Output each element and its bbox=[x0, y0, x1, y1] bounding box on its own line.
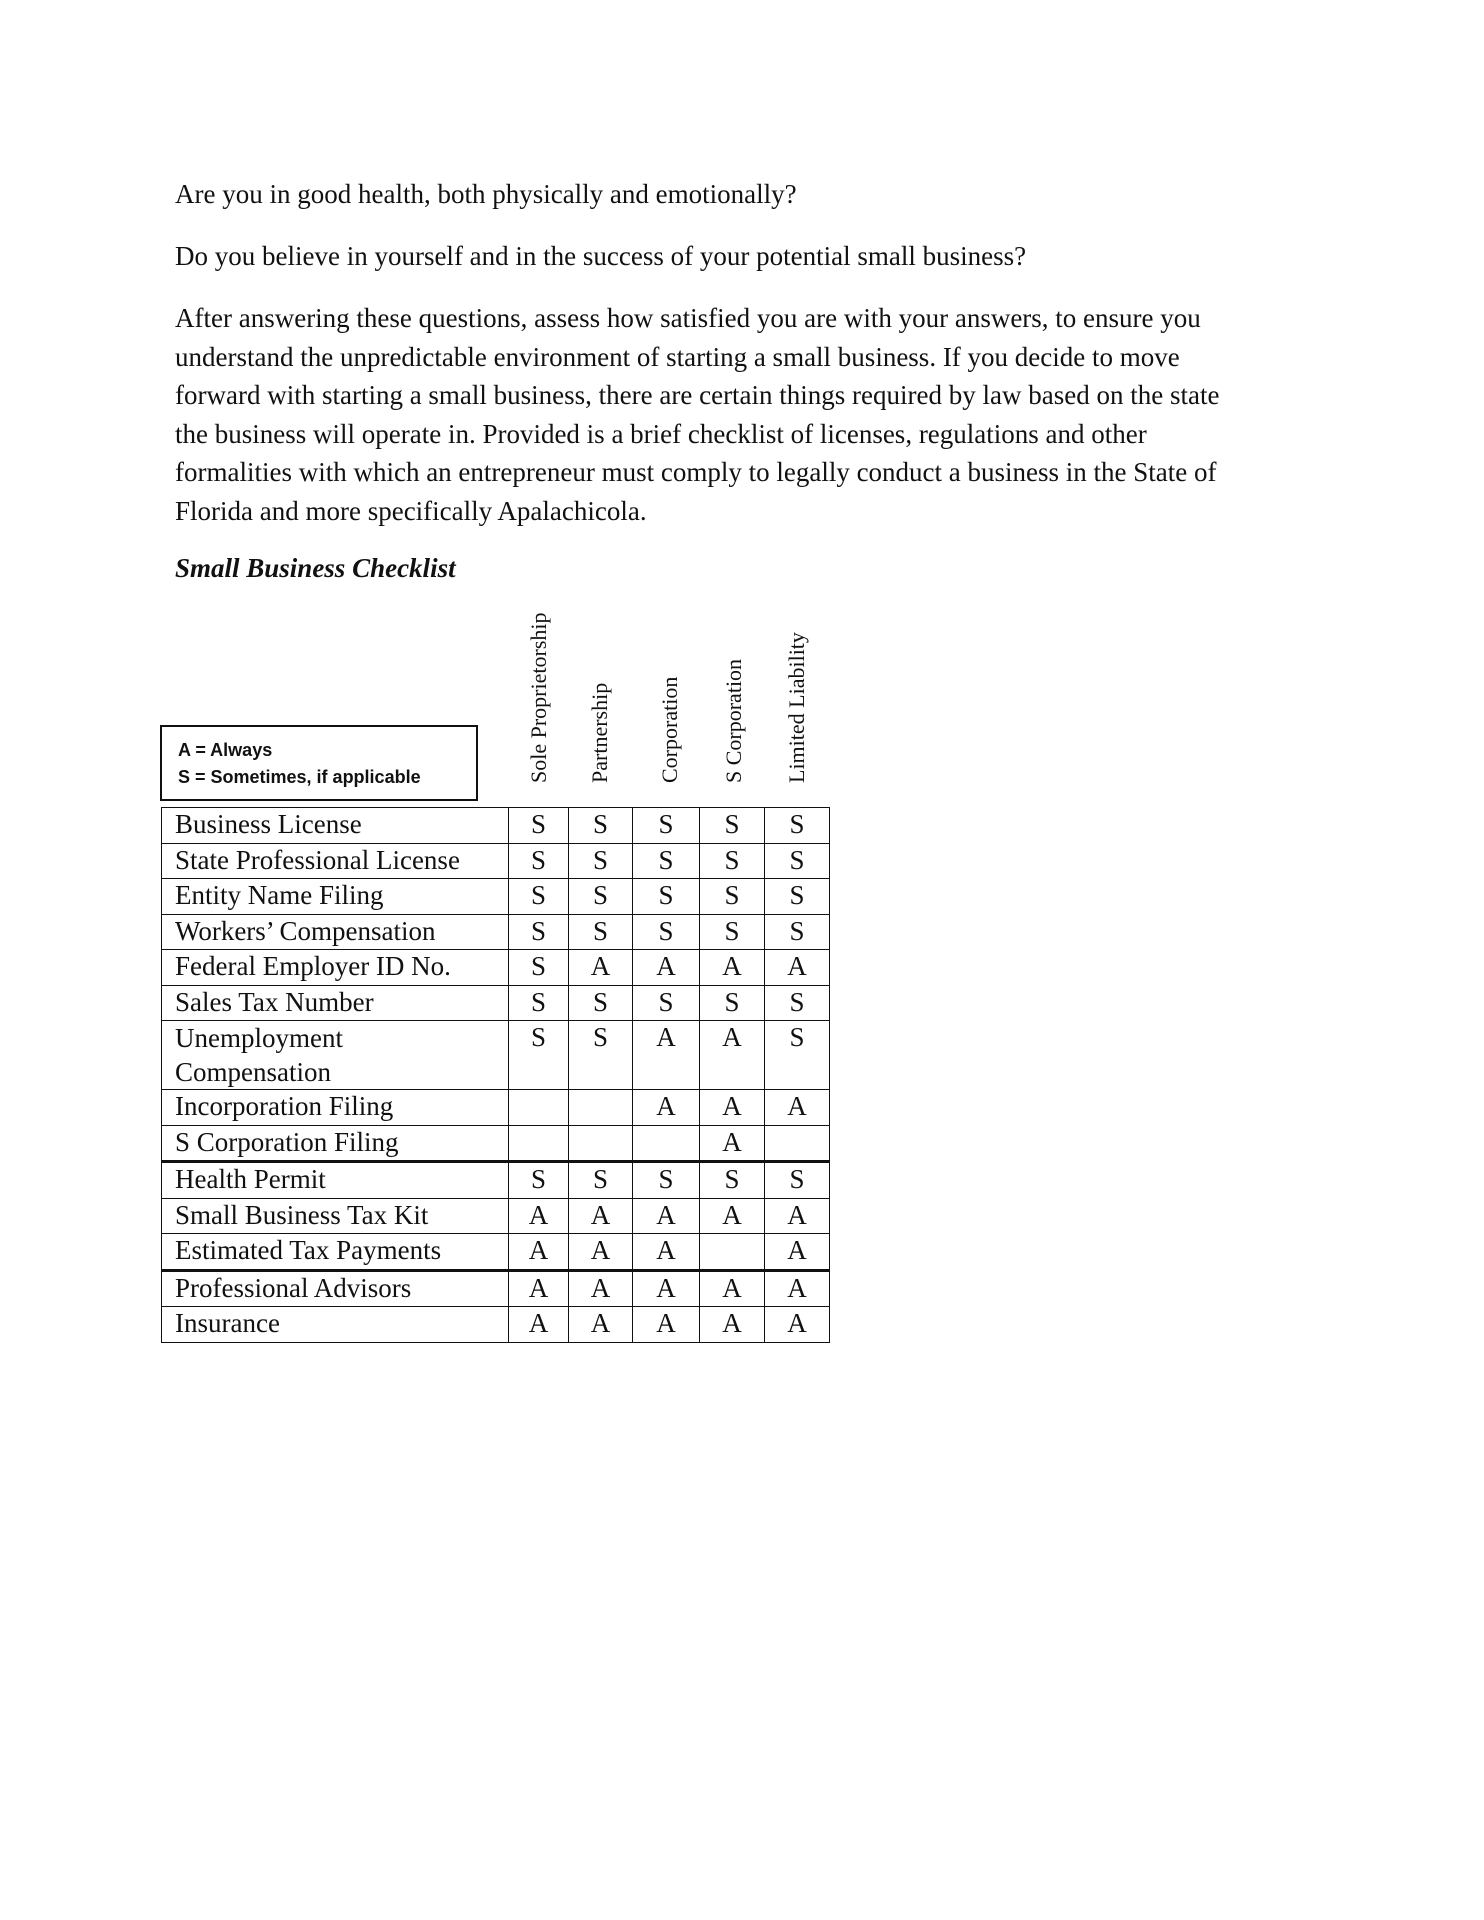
row-label: Entity Name Filing bbox=[162, 879, 509, 915]
legend-sometimes: S = Sometimes, if applicable bbox=[178, 767, 421, 787]
requirement-cell: A bbox=[700, 1125, 765, 1162]
row-label: S Corporation Filing bbox=[162, 1125, 509, 1162]
requirement-cell: S bbox=[569, 914, 633, 950]
requirement-cell: S bbox=[509, 985, 569, 1021]
requirement-cell: S bbox=[765, 879, 830, 915]
requirement-cell bbox=[700, 1234, 765, 1271]
requirement-cell: A bbox=[569, 1307, 633, 1343]
requirement-cell bbox=[765, 1125, 830, 1162]
requirement-cell: S bbox=[569, 843, 633, 879]
paragraph-line: Florida and more specifically Apalachicola. bbox=[175, 495, 647, 526]
requirement-cell: A bbox=[765, 950, 830, 986]
requirement-cell: S bbox=[509, 808, 569, 844]
requirement-cell: S bbox=[765, 808, 830, 844]
requirement-cell: S bbox=[765, 1162, 830, 1199]
column-header-partnership bbox=[588, 600, 612, 783]
requirement-cell: A bbox=[633, 1198, 700, 1234]
paragraph-line: formalities with which an entrepreneur must comply to legally conduct a business in the State of bbox=[175, 457, 1217, 487]
requirement-cell: A bbox=[765, 1198, 830, 1234]
table-row bbox=[162, 1307, 830, 1343]
row-label: Estimated Tax Payments bbox=[162, 1234, 509, 1271]
requirement-cell: A bbox=[509, 1198, 569, 1234]
table-row bbox=[162, 808, 830, 844]
requirement-cell: S bbox=[700, 1162, 765, 1199]
requirement-cell: S bbox=[633, 914, 700, 950]
requirement-cell: A bbox=[509, 1270, 569, 1307]
table-row bbox=[162, 985, 830, 1021]
requirement-cell: A bbox=[765, 1090, 830, 1126]
paragraph-line: the business will operate in. Provided is a brief checklist of licenses, regulations and other bbox=[175, 418, 1147, 449]
requirement-cell: A bbox=[633, 1307, 700, 1343]
requirement-cell bbox=[509, 1090, 569, 1126]
requirement-cell: S bbox=[765, 914, 830, 950]
requirement-cell: S bbox=[700, 985, 765, 1021]
requirement-cell: S bbox=[569, 808, 633, 844]
table-row bbox=[162, 1162, 830, 1199]
requirement-cell: A bbox=[509, 1307, 569, 1343]
requirement-cell: S bbox=[633, 808, 700, 844]
requirement-cell: S bbox=[569, 1021, 633, 1090]
requirement-cell: A bbox=[765, 1270, 830, 1307]
paragraph-line: After answering these questions, assess how satisfied you are with your answers, to ensure you bbox=[175, 303, 1201, 333]
column-header-sole-proprietorship bbox=[527, 600, 551, 783]
requirement-cell: S bbox=[509, 879, 569, 915]
column-header-label: Sole Proprietorship bbox=[526, 612, 551, 783]
row-label: State Professional License bbox=[162, 843, 509, 879]
requirement-cell: S bbox=[509, 914, 569, 950]
requirement-cell: S bbox=[765, 843, 830, 879]
requirement-cell: S bbox=[765, 985, 830, 1021]
requirement-cell: A bbox=[633, 1021, 700, 1090]
legend-always: A = Always bbox=[178, 740, 273, 760]
requirement-cell: S bbox=[509, 950, 569, 986]
table-row bbox=[162, 1270, 830, 1307]
column-header-s-corporation bbox=[722, 600, 746, 783]
table-row bbox=[162, 843, 830, 879]
row-label: Insurance bbox=[162, 1307, 509, 1343]
requirement-cell: A bbox=[700, 1307, 765, 1343]
table-row bbox=[162, 950, 830, 986]
requirement-cell: A bbox=[700, 1090, 765, 1126]
column-header-limited-liability bbox=[785, 600, 809, 783]
requirement-cell: A bbox=[633, 1090, 700, 1126]
row-label: Unemployment Compensation bbox=[162, 1021, 509, 1090]
requirement-cell: S bbox=[700, 879, 765, 915]
requirement-cell: A bbox=[509, 1234, 569, 1271]
requirement-cell: A bbox=[569, 1270, 633, 1307]
requirement-cell: A bbox=[700, 1270, 765, 1307]
requirement-cell: S bbox=[569, 879, 633, 915]
requirement-cell: A bbox=[569, 1198, 633, 1234]
requirement-cell: S bbox=[765, 1021, 830, 1090]
column-header-label: S Corporation bbox=[721, 658, 746, 783]
table-row bbox=[162, 1021, 830, 1090]
table-row bbox=[162, 1198, 830, 1234]
table-row bbox=[162, 1125, 830, 1162]
column-header-corporation bbox=[658, 600, 682, 783]
legend-box bbox=[160, 725, 478, 801]
table-row bbox=[162, 1234, 830, 1271]
requirement-cell: A bbox=[765, 1234, 830, 1271]
requirement-cell bbox=[569, 1090, 633, 1126]
requirement-cell: S bbox=[569, 1162, 633, 1199]
requirement-cell: S bbox=[633, 879, 700, 915]
requirement-cell: S bbox=[509, 1162, 569, 1199]
requirement-cell: S bbox=[700, 914, 765, 950]
requirement-cell bbox=[569, 1125, 633, 1162]
requirement-cell: S bbox=[569, 985, 633, 1021]
requirement-cell: S bbox=[700, 843, 765, 879]
requirement-cell: A bbox=[700, 1198, 765, 1234]
column-header-label: Corporation bbox=[657, 676, 682, 783]
requirement-cell: A bbox=[633, 950, 700, 986]
requirement-cell: A bbox=[700, 1021, 765, 1090]
requirement-cell: S bbox=[633, 843, 700, 879]
question-belief: Do you believe in yourself and in the success of your potential small business? bbox=[175, 241, 1027, 271]
requirement-cell: A bbox=[569, 1234, 633, 1271]
row-label: Sales Tax Number bbox=[162, 985, 509, 1021]
section-title: Small Business Checklist bbox=[175, 553, 456, 583]
row-label: Professional Advisors bbox=[162, 1270, 509, 1307]
row-label: Workers’ Compensation bbox=[162, 914, 509, 950]
requirement-cell bbox=[633, 1125, 700, 1162]
paragraph-line: understand the unpredictable environment of starting a small business. If you decide to move bbox=[175, 341, 1180, 372]
requirement-cell: A bbox=[633, 1270, 700, 1307]
requirement-cell: A bbox=[569, 950, 633, 986]
requirement-cell: A bbox=[633, 1234, 700, 1271]
column-header-label: Limited Liability bbox=[784, 632, 809, 783]
row-label: Federal Employer ID No. bbox=[162, 950, 509, 986]
intro-paragraph bbox=[175, 299, 1219, 530]
paragraph-line: forward with starting a small business, there are certain things required by law based on the state bbox=[175, 380, 1220, 410]
requirement-cell: S bbox=[509, 1021, 569, 1090]
column-header-label: Partnership bbox=[587, 682, 612, 783]
requirement-cell bbox=[509, 1125, 569, 1162]
row-label: Incorporation Filing bbox=[162, 1090, 509, 1126]
requirement-cell: S bbox=[633, 985, 700, 1021]
row-label: Small Business Tax Kit bbox=[162, 1198, 509, 1234]
row-label: Health Permit bbox=[162, 1162, 509, 1199]
question-health: Are you in good health, both physically and emotionally? bbox=[175, 179, 797, 209]
requirement-cell: A bbox=[700, 950, 765, 986]
table-row bbox=[162, 1090, 830, 1126]
requirement-cell: S bbox=[509, 843, 569, 879]
row-label: Business License bbox=[162, 808, 509, 844]
requirement-cell: S bbox=[633, 1162, 700, 1199]
table-row bbox=[162, 914, 830, 950]
table-row bbox=[162, 879, 830, 915]
checklist-table bbox=[161, 807, 830, 1343]
requirement-cell: S bbox=[700, 808, 765, 844]
requirement-cell: A bbox=[765, 1307, 830, 1343]
